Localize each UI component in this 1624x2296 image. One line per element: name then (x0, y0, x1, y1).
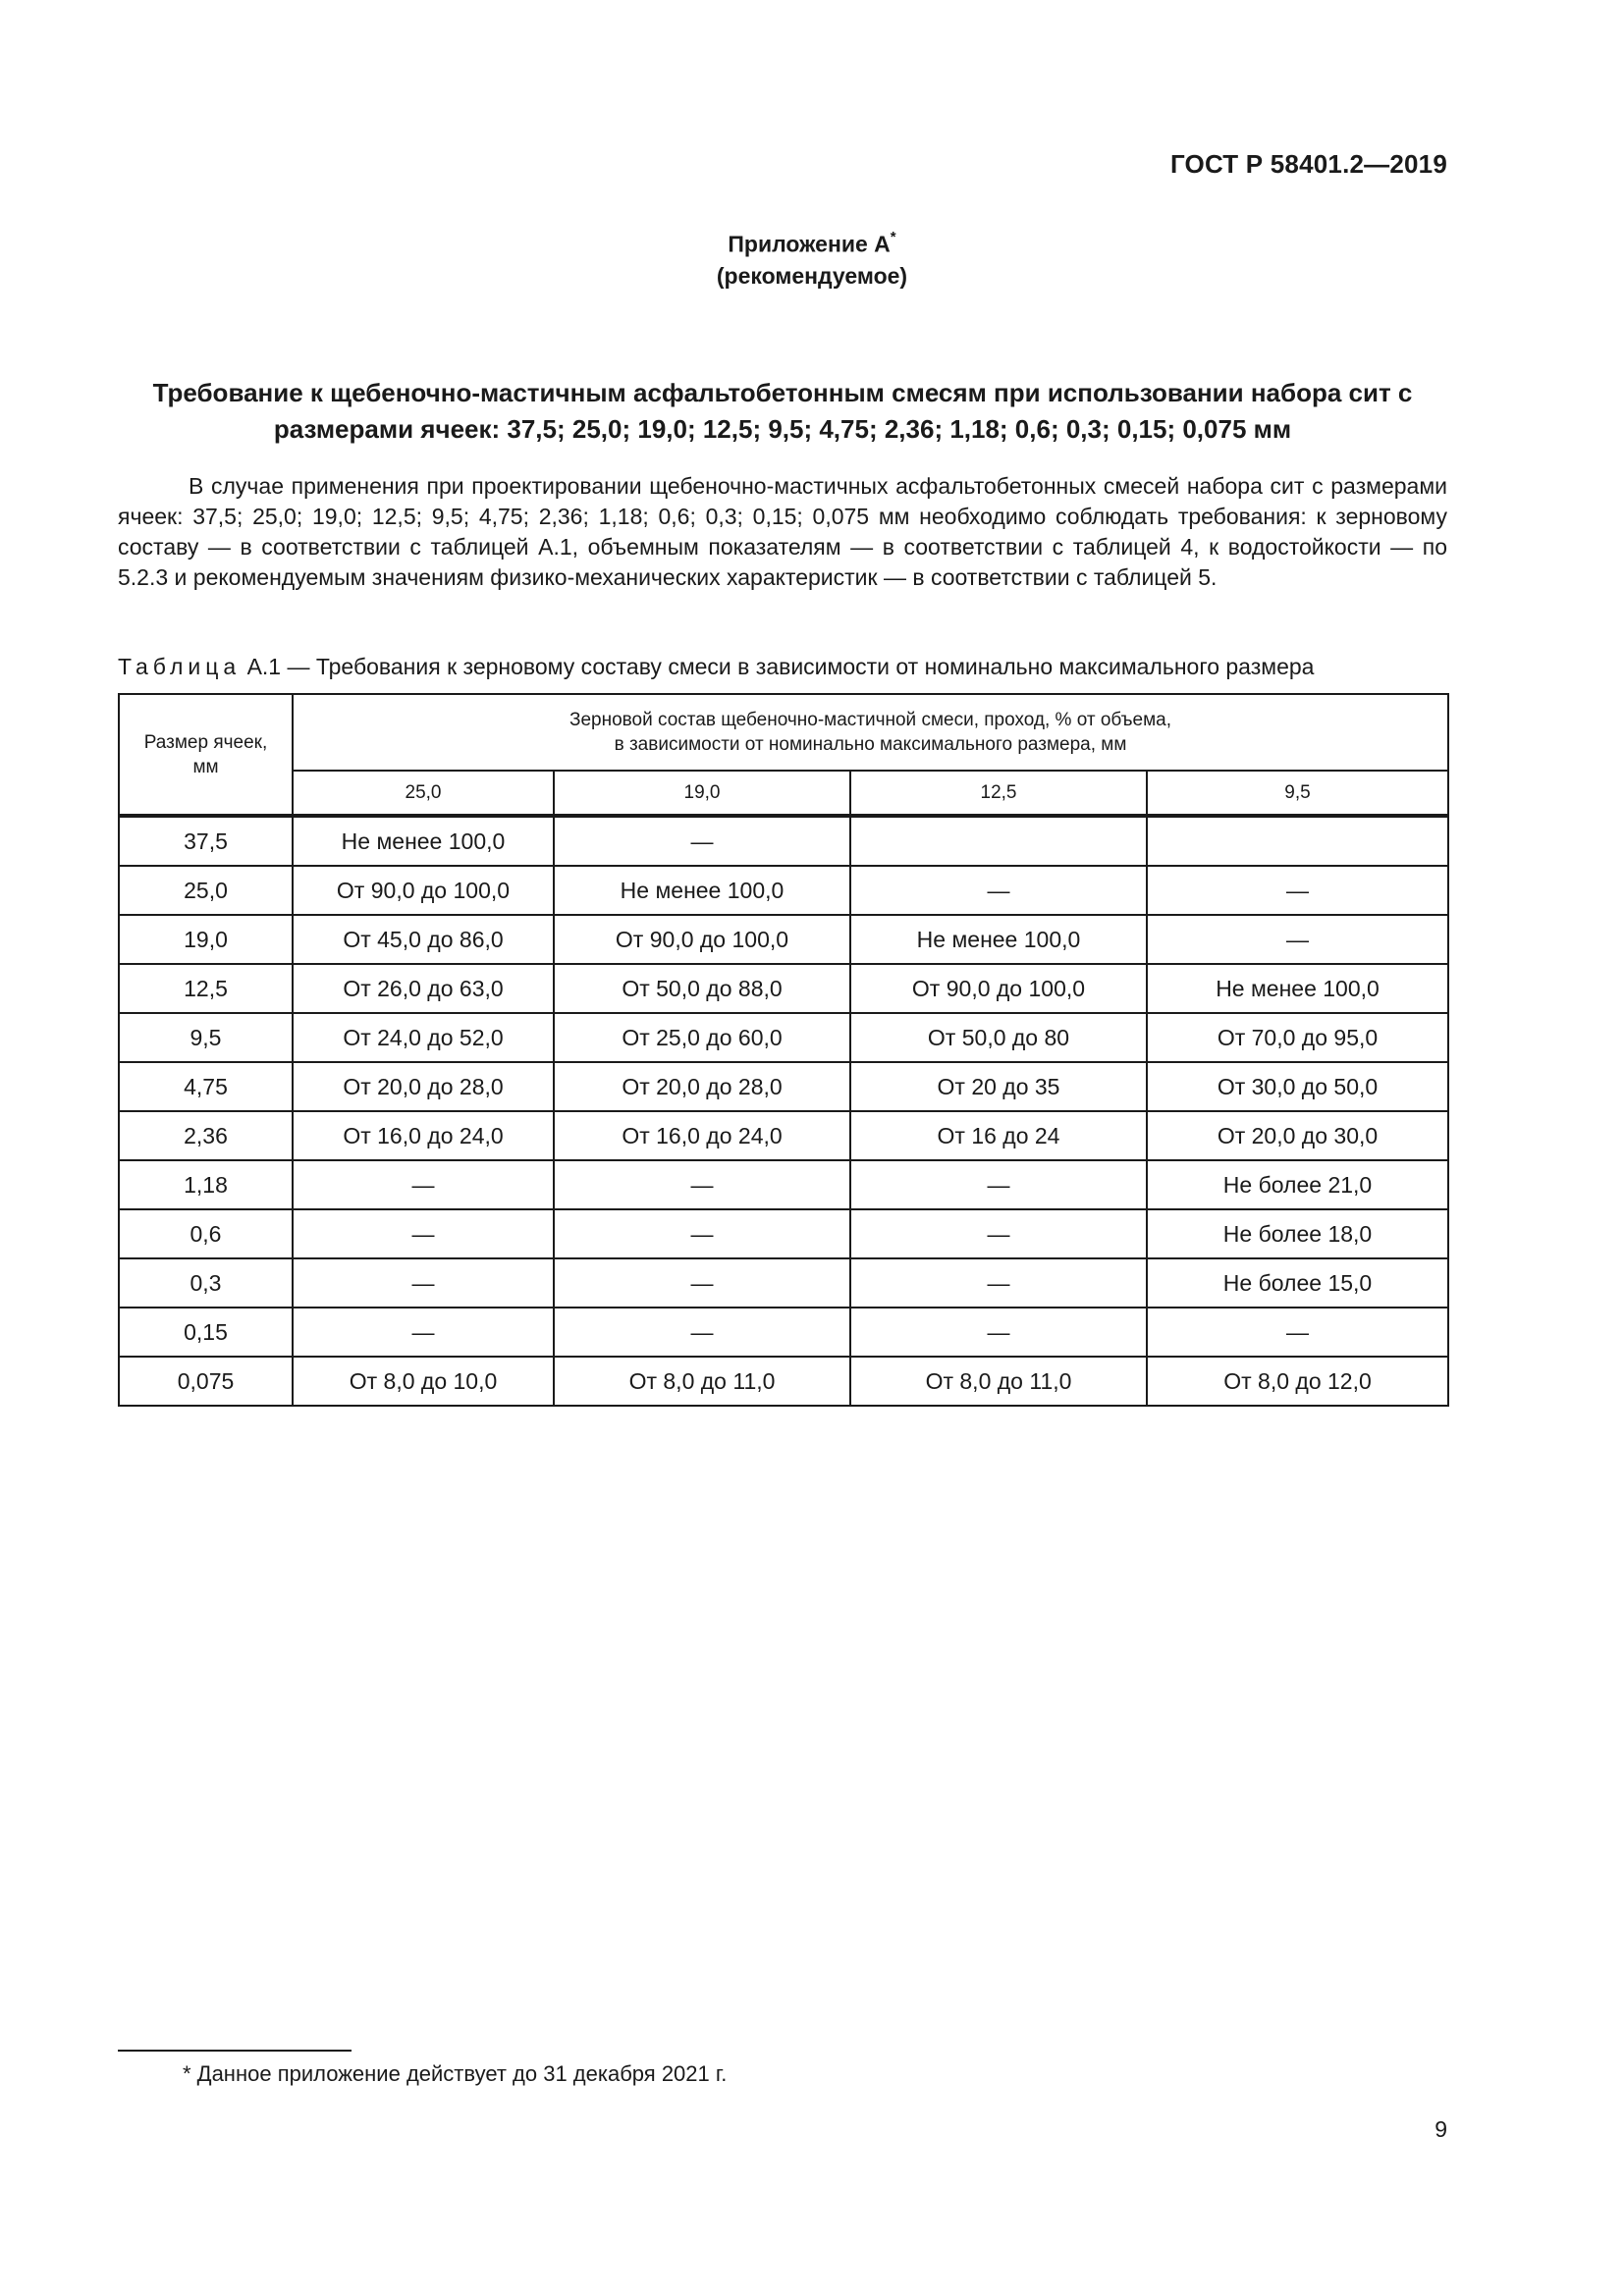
composition-cell: От 70,0 до 95,0 (1147, 1013, 1448, 1062)
composition-cell: — (293, 1258, 554, 1308)
sieve-size-cell: 19,0 (119, 915, 293, 964)
composition-cell: От 90,0 до 100,0 (293, 866, 554, 915)
table-caption (118, 652, 1492, 681)
composition-cell: От 20,0 до 30,0 (1147, 1111, 1448, 1160)
composition-cell: — (1147, 866, 1448, 915)
table-row (119, 1111, 1448, 1160)
appendix-footnote-marker: * (890, 229, 896, 245)
composition-cell: От 90,0 до 100,0 (850, 964, 1147, 1013)
composition-cell: — (1147, 1308, 1448, 1357)
composition-cell: Не менее 100,0 (1147, 964, 1448, 1013)
table-row (119, 1258, 1448, 1308)
composition-cell: Не более 15,0 (1147, 1258, 1448, 1308)
body-paragraph: В случае применения при проектировании щебеночно-мастичных асфальтобетонных смесей набора сит с размерами ячеек: 37,5; 25,0; 19,0; 12,5; 9,5; 4,75; 2,36; 1,18; 0,6; 0,3; 0,15; 0,075 мм необходимо соблюдать требования: к зерновому составу — в соответствии с таблицей А.1, объемным показателям — в соответствии с таблицей 4, к водостойкости — по 5.2.3 и рекомендуемым значениям физико-механических характеристик — в соответствии с таблицей 5. (118, 473, 1447, 590)
appendix-title: Приложение А (728, 231, 891, 257)
sieve-size-cell: 0,15 (119, 1308, 293, 1357)
composition-cell: — (554, 1258, 850, 1308)
page-number: 9 (1435, 2116, 1447, 2142)
composition-cell: От 8,0 до 11,0 (850, 1357, 1147, 1406)
sieve-size-cell: 9,5 (119, 1013, 293, 1062)
composition-cell (850, 816, 1147, 866)
composition-cell: От 16,0 до 24,0 (293, 1111, 554, 1160)
composition-cell: От 25,0 до 60,0 (554, 1013, 850, 1062)
sieve-size-cell: 1,18 (119, 1160, 293, 1209)
composition-cell: — (554, 1160, 850, 1209)
composition-cell: — (554, 1209, 850, 1258)
footnote: * Данное приложение действует до 31 декабря 2021 г. (183, 2061, 728, 2086)
composition-cell: От 8,0 до 10,0 (293, 1357, 554, 1406)
size-header: 12,5 (850, 771, 1147, 816)
composition-cell: От 20,0 до 28,0 (293, 1062, 554, 1111)
composition-cell: Не менее 100,0 (554, 866, 850, 915)
table-row (119, 1160, 1448, 1209)
composition-cell: От 50,0 до 88,0 (554, 964, 850, 1013)
composition-group-header (293, 694, 1448, 771)
composition-cell: — (293, 1209, 554, 1258)
grain-composition-table (118, 693, 1449, 1407)
appendix-heading (0, 224, 1624, 292)
size-header: 19,0 (554, 771, 850, 816)
composition-cell (1147, 816, 1448, 866)
group-header-line-1: Зерновой состав щебеночно-мастичной смеси, проход, % от объема, (569, 710, 1172, 730)
table-row (119, 816, 1448, 866)
sieve-size-cell: 25,0 (119, 866, 293, 915)
composition-cell: От 20 до 35 (850, 1062, 1147, 1111)
composition-cell: От 16,0 до 24,0 (554, 1111, 850, 1160)
composition-cell: От 20,0 до 28,0 (554, 1062, 850, 1111)
sieve-size-cell: 0,075 (119, 1357, 293, 1406)
table-row (119, 964, 1448, 1013)
appendix-status: (рекомендуемое) (716, 262, 908, 289)
sieve-size-cell: 4,75 (119, 1062, 293, 1111)
appendix-title-line (0, 224, 1624, 260)
composition-cell: — (850, 866, 1147, 915)
composition-cell: Не менее 100,0 (293, 816, 554, 866)
composition-cell: Не более 18,0 (1147, 1209, 1448, 1258)
size-header: 9,5 (1147, 771, 1448, 816)
composition-cell: — (293, 1308, 554, 1357)
table-row (119, 1013, 1448, 1062)
section-title: Требование к щебеночно-мастичным асфальтобетонным смесям при использовании набора сит с размерами ячеек: 37,5; 25,0; 19,0; 12,5; 9,5; 4,75; 2,36; 1,18; 0,6; 0,3; 0,15; 0,075 мм (152, 378, 1413, 444)
composition-cell: От 16 до 24 (850, 1111, 1147, 1160)
composition-cell: — (850, 1160, 1147, 1209)
sieve-size-cell: 0,3 (119, 1258, 293, 1308)
table-row (119, 915, 1448, 964)
composition-cell: — (554, 1308, 850, 1357)
composition-cell: — (554, 816, 850, 866)
table-caption-text: А.1 — Требования к зерновому составу смеси в зависимости от номинально максимального размера (241, 654, 1315, 679)
standard-code: ГОСТ Р 58401.2—2019 (1169, 149, 1447, 179)
sieve-size-header: Размер ячеек, мм (119, 694, 293, 816)
footnote-separator (118, 2050, 352, 2052)
composition-cell: От 24,0 до 52,0 (293, 1013, 554, 1062)
composition-cell: — (1147, 915, 1448, 964)
table-row (119, 1308, 1448, 1357)
sieve-size-cell: 0,6 (119, 1209, 293, 1258)
composition-cell: От 30,0 до 50,0 (1147, 1062, 1448, 1111)
table-body (119, 816, 1448, 1406)
composition-cell: От 50,0 до 80 (850, 1013, 1147, 1062)
composition-cell: От 8,0 до 12,0 (1147, 1357, 1448, 1406)
group-header-line-2: в зависимости от номинально максимального размера, мм (614, 734, 1127, 755)
composition-cell: От 8,0 до 11,0 (554, 1357, 850, 1406)
sieve-size-cell: 2,36 (119, 1111, 293, 1160)
table-caption-label: Таблица (118, 654, 242, 679)
sieve-size-cell: 12,5 (119, 964, 293, 1013)
composition-cell: — (850, 1209, 1147, 1258)
size-header: 25,0 (293, 771, 554, 816)
composition-cell: От 45,0 до 86,0 (293, 915, 554, 964)
composition-cell: — (850, 1258, 1147, 1308)
composition-cell: — (293, 1160, 554, 1209)
composition-cell: — (850, 1308, 1147, 1357)
composition-cell: От 90,0 до 100,0 (554, 915, 850, 964)
table-row (119, 1209, 1448, 1258)
sieve-size-cell: 37,5 (119, 816, 293, 866)
table-row (119, 1062, 1448, 1111)
table-row (119, 866, 1448, 915)
composition-cell: Не более 21,0 (1147, 1160, 1448, 1209)
composition-cell: Не менее 100,0 (850, 915, 1147, 964)
table-row (119, 1357, 1448, 1406)
composition-cell: От 26,0 до 63,0 (293, 964, 554, 1013)
